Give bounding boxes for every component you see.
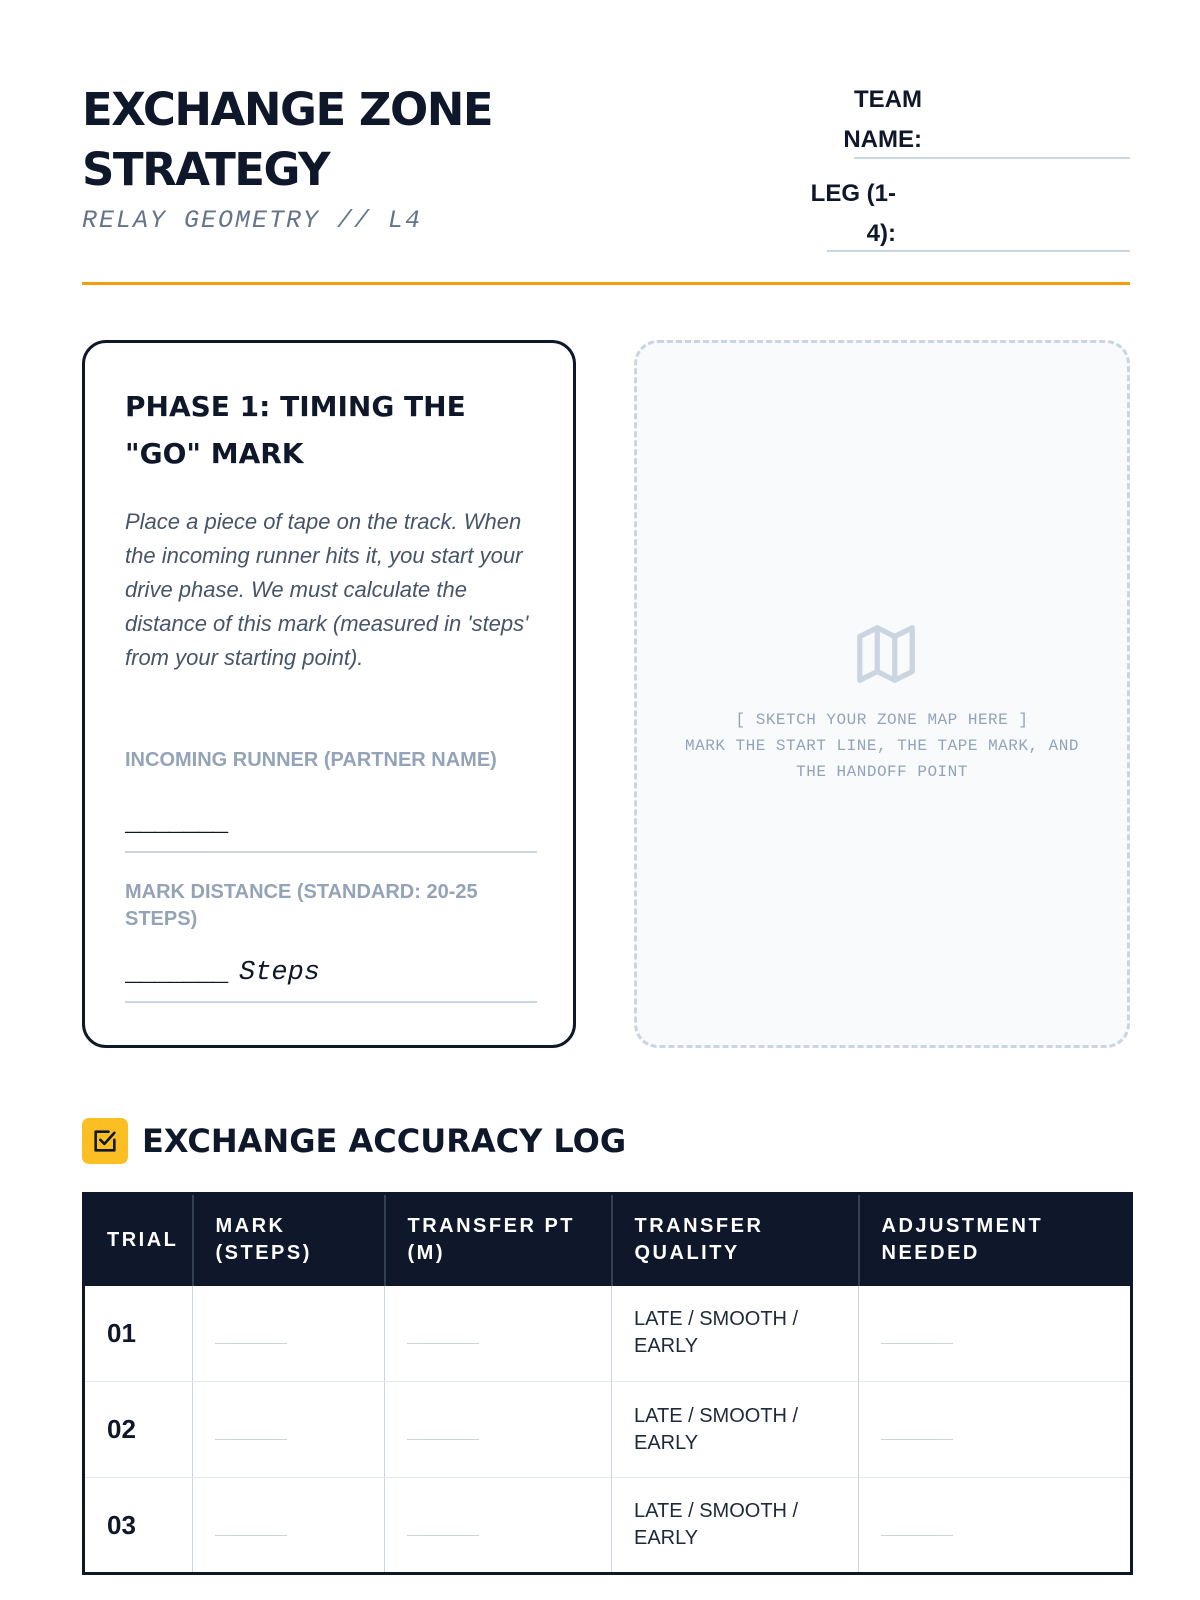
partner-name-field[interactable] <box>125 803 537 853</box>
blank-line <box>881 1439 953 1440</box>
adjustment-cell[interactable] <box>859 1382 1132 1478</box>
column-header-text: TRIAL <box>107 1228 179 1251</box>
leg-label-line-2: 4): <box>866 220 896 247</box>
page-subtitle: RELAY GEOMETRY // L4 <box>82 206 423 235</box>
phase-title-line-1: PHASE 1: TIMING THE <box>125 390 466 423</box>
team-name-label <box>742 80 922 160</box>
quality-options: LATE / SMOOTH / <box>634 1500 799 1522</box>
quality-options: EARLY <box>634 1335 699 1358</box>
sketch-line-2: MARK THE START LINE, THE TAPE MARK, AND <box>685 737 1079 755</box>
blank-line <box>407 1439 479 1440</box>
sketch-line-1: [ SKETCH YOUR ZONE MAP HERE ] <box>735 711 1029 729</box>
column-header-text: ADJUSTMENT <box>881 1215 1044 1238</box>
quality-options: EARLY <box>634 1431 699 1454</box>
table-row <box>84 1286 1132 1382</box>
leg-field[interactable] <box>827 250 1130 252</box>
mark-distance-field[interactable] <box>125 953 537 1003</box>
mark-steps-cell[interactable] <box>193 1286 385 1382</box>
trial-number: 01 <box>84 1286 193 1382</box>
mark-distance-unit: Steps <box>239 958 321 988</box>
header-divider <box>82 282 1130 285</box>
phase-title-line-2: "GO" MARK <box>125 437 304 470</box>
table-header-row <box>84 1194 1132 1286</box>
trial-number: 02 <box>84 1382 193 1478</box>
blank-line <box>881 1535 953 1536</box>
map-icon <box>851 619 921 689</box>
column-header-text: NEEDED <box>881 1242 980 1265</box>
column-header-adjustment <box>859 1194 1132 1286</box>
mark-distance-blank: _______ <box>125 958 228 988</box>
column-header-text: TRANSFER <box>634 1215 764 1238</box>
column-header-transfer-pt <box>385 1194 612 1286</box>
table-row <box>84 1478 1132 1574</box>
blank-line <box>881 1343 953 1344</box>
column-header-text: (STEPS) <box>215 1242 312 1265</box>
transfer-point-cell[interactable] <box>385 1286 612 1382</box>
partner-name-label: INCOMING RUNNER (PARTNER NAME) <box>125 749 497 771</box>
sketch-line-3: THE HANDOFF POINT <box>796 763 968 781</box>
column-header-text: MARK <box>215 1215 286 1238</box>
log-section-header <box>82 1118 782 1166</box>
trial-number: 03 <box>84 1478 193 1574</box>
quality-options: LATE / SMOOTH / <box>634 1404 799 1427</box>
team-name-field[interactable] <box>854 157 1130 159</box>
blank-line <box>407 1535 479 1536</box>
transfer-point-cell[interactable] <box>385 1478 612 1574</box>
mark-distance-label: MARK DISTANCE (STANDARD: 20-25 STEPS) <box>125 881 478 930</box>
partner-name-blank: _______ <box>125 808 228 838</box>
column-header-text: (M) <box>407 1242 445 1265</box>
team-label-line-2: NAME: <box>843 126 922 153</box>
column-header-text: QUALITY <box>634 1242 740 1265</box>
title-line-2: STRATEGY <box>82 143 330 196</box>
blank-line <box>407 1343 479 1344</box>
mark-steps-cell[interactable] <box>193 1478 385 1574</box>
phase-title <box>125 383 545 477</box>
blank-line <box>215 1439 287 1440</box>
column-header-text: TRANSFER PT <box>407 1215 575 1238</box>
quality-options: LATE / SMOOTH / <box>634 1308 799 1331</box>
phase-card <box>82 340 576 1048</box>
transfer-quality-cell[interactable] <box>612 1478 859 1574</box>
adjustment-cell[interactable] <box>859 1478 1132 1574</box>
blank-line <box>215 1535 287 1536</box>
mark-steps-cell[interactable] <box>193 1382 385 1478</box>
transfer-quality-cell[interactable] <box>612 1382 859 1478</box>
table-row <box>84 1382 1132 1478</box>
blank-line <box>215 1343 287 1344</box>
title-line-1: EXCHANGE ZONE <box>82 83 493 136</box>
adjustment-cell[interactable] <box>859 1286 1132 1382</box>
phase-description: Place a piece of tape on the track. When the incoming runner hits it, you start your drive phase. We must calculate the distance of this mark (measured in 'steps' from your starting point). <box>125 509 529 670</box>
page-title <box>82 80 602 200</box>
transfer-quality-cell[interactable] <box>612 1286 859 1382</box>
column-header-transfer-quality <box>612 1194 859 1286</box>
exchange-accuracy-table <box>82 1192 1133 1575</box>
column-header-mark <box>193 1194 385 1286</box>
header <box>82 80 1130 290</box>
log-title: EXCHANGE ACCURACY LOG <box>142 1122 627 1160</box>
team-label-line-1: TEAM <box>854 86 922 113</box>
sketch-instructions <box>657 707 1107 785</box>
zone-map-sketch-area[interactable] <box>634 340 1130 1048</box>
column-header-trial <box>84 1194 193 1286</box>
transfer-point-cell[interactable] <box>385 1382 612 1478</box>
leg-label <box>700 174 896 254</box>
leg-label-line-1: LEG (1- <box>810 180 896 207</box>
checkbox-icon <box>82 1118 128 1164</box>
quality-options: EARLY <box>634 1527 699 1549</box>
